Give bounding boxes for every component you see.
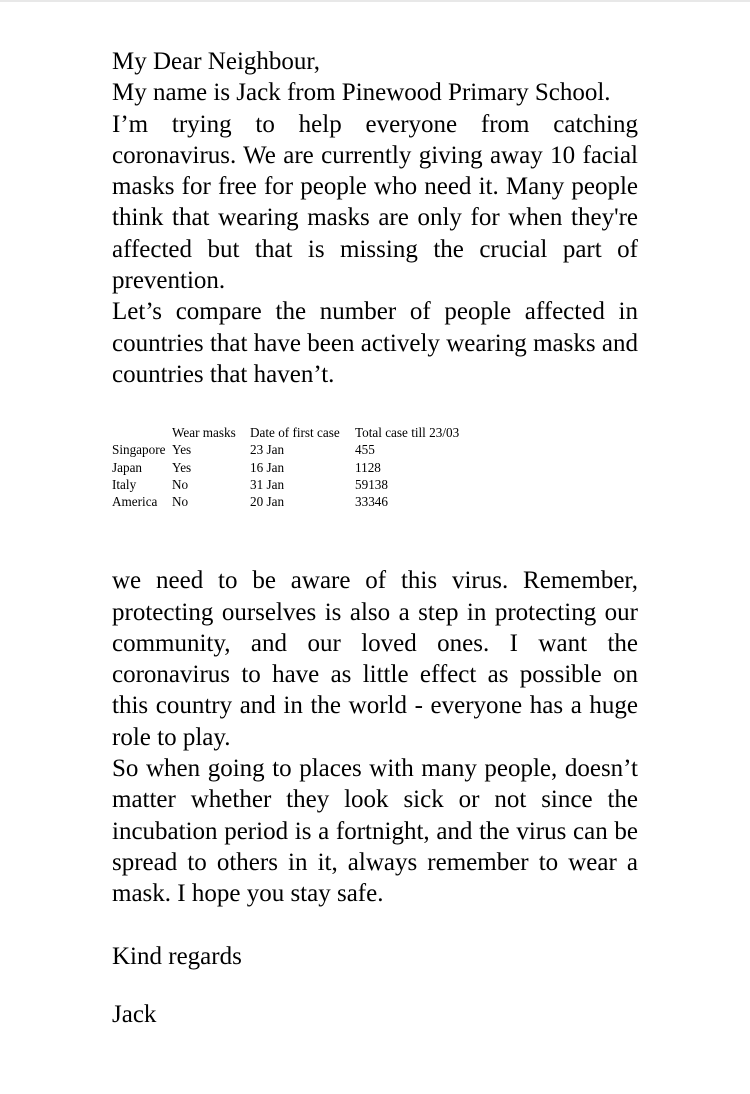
cell-total-case: 455 bbox=[355, 442, 375, 458]
cell-first-case: 20 Jan bbox=[250, 494, 285, 510]
salutation-block bbox=[112, 0, 638, 390]
cell-country: Japan bbox=[112, 459, 143, 475]
cell-first-case: 31 Jan bbox=[250, 476, 285, 492]
cell-wear-masks: Yes bbox=[172, 442, 192, 458]
table-paragraph-spacer bbox=[112, 510, 638, 565]
cell-country: America bbox=[112, 494, 158, 510]
case-comparison-table-wrapper bbox=[112, 424, 638, 510]
advice-paragraph: So when going to places with many people, doesn’t matter whether they look sick or not since the incubation period is a fortnight, and the virus can be spread to others in it, always remember to wear a mask. I hope you stay safe. bbox=[112, 755, 638, 908]
table-row bbox=[112, 459, 512, 476]
awareness-paragraph: we need to be aware of this virus. Remember, protecting ourselves is also a step in protecting our community, and our loved ones. I want the coronavirus to have as little effect as possible on this country and in the world - everyone has a huge role to play. bbox=[112, 567, 638, 751]
signature-name: Jack bbox=[112, 1000, 157, 1028]
cell-first-case: 16 Jan bbox=[250, 459, 285, 475]
column-header-wear-masks: Wear masks bbox=[172, 425, 236, 441]
cell-total-case: 1128 bbox=[355, 459, 381, 475]
cell-country: Italy bbox=[112, 476, 137, 492]
salutation: My Dear Neighbour, bbox=[112, 48, 320, 75]
cell-wear-masks: No bbox=[172, 494, 189, 510]
column-header-country bbox=[112, 424, 172, 441]
letter-document bbox=[112, 0, 638, 1030]
table-header-row bbox=[112, 424, 512, 441]
help-paragraph: I’m trying to help everyone from catching coronavirus. We are currently giving away 10 facial masks for free for people who need it. Many people think that wearing masks are only for when they're affected but that is missing the crucial part of prevention. bbox=[112, 110, 638, 295]
case-comparison-table bbox=[112, 424, 512, 510]
cell-first-case: 23 Jan bbox=[250, 442, 285, 458]
cell-total-case: 59138 bbox=[355, 476, 388, 492]
table-row bbox=[112, 476, 512, 493]
column-header-first-case: Date of first case bbox=[250, 425, 340, 441]
cell-wear-masks: Yes bbox=[172, 459, 192, 475]
cell-country: Singapore bbox=[112, 442, 166, 458]
closing-block bbox=[112, 941, 638, 972]
column-header-total-case: Total case till 23/03 bbox=[355, 425, 460, 441]
cell-total-case: 33346 bbox=[355, 494, 388, 510]
body-block bbox=[112, 565, 638, 909]
compare-paragraph: Let’s compare the number of people affected in countries that have been actively wearing masks and countries that haven’t. bbox=[112, 298, 638, 388]
cell-wear-masks: No bbox=[172, 476, 189, 492]
table-row bbox=[112, 441, 512, 458]
signature-block bbox=[112, 999, 638, 1030]
closing-line: Kind regards bbox=[112, 942, 242, 970]
table-row bbox=[112, 493, 512, 510]
intro-paragraph: My name is Jack from Pinewood Primary School. bbox=[112, 79, 611, 107]
